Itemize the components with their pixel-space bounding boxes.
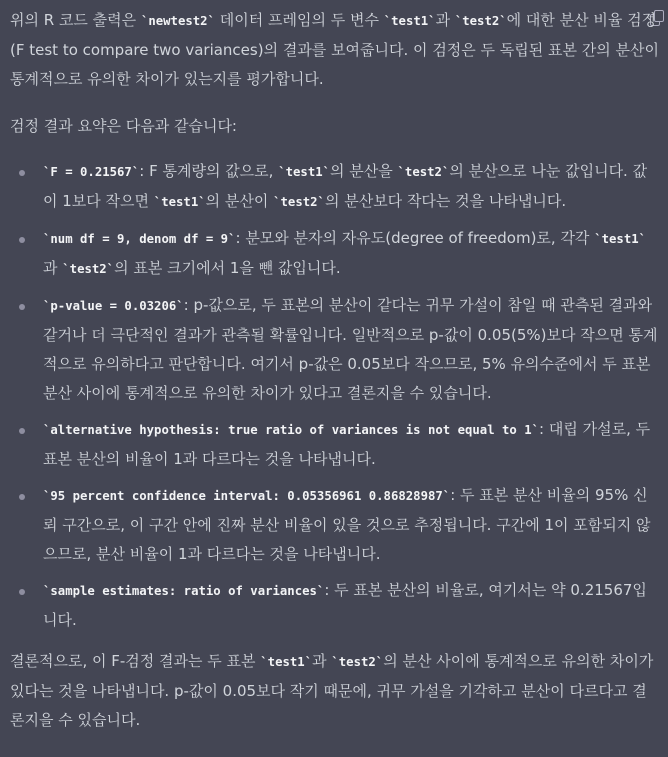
text: : 두 표본 분산의 비율로, 여기서는 약 0.21567입니다.	[43, 581, 647, 629]
inline-code: `95 percent confidence interval: 0.05356961 0.86828987`	[43, 489, 451, 503]
inline-code: `p-value = 0.03206`	[43, 299, 184, 313]
conclusion-paragraph	[10, 647, 660, 735]
inline-code: `test2`	[331, 655, 384, 669]
inline-code: `test2`	[397, 165, 450, 179]
inline-code: `test1`	[153, 195, 206, 209]
text: : 분모와 분자의 자유도(degree of freedom)로, 각각	[235, 229, 595, 247]
list-item	[10, 157, 660, 217]
text: 위의 R 코드 출력은	[10, 11, 141, 29]
text: 의 분산을	[330, 162, 398, 180]
text: : p-값으로, 두 표본의 분산이 같다는 귀무 가설이 참일 때 관측된 결과와 같거나 더 극단적인 결과가 관측될 확률입니다. 일반적으로 p-값이 0.05(5%)보다 작으면 통계적으로 유의하다고 판단합니다. 여기서 p-값은 0.05보다 작으므로, 5% 유의수준에서 두 표본 분산 사이에 통계적으로 유의한 차이가 있다고 결론지을 수 있습니다.	[43, 296, 658, 402]
inline-code: `test1`	[260, 655, 313, 669]
text: : 두 표본 분산 비율의 95% 신뢰 구간으로, 이 구간 안에 진짜 분산 비율이 있을 것으로 추정됩니다. 구간에 1이 포함되지 않으므로, 분산 비율이 1과 다르다는 것을 나타냅니다.	[43, 486, 651, 563]
text: 결론적으로, 이 F-검정 결과는 두 표본	[10, 652, 261, 670]
list-item	[10, 224, 660, 284]
list-item	[10, 481, 660, 569]
inline-code: `test2`	[273, 195, 325, 209]
list-item	[10, 291, 660, 408]
text: : F 통계량의 값으로,	[139, 162, 279, 180]
list-item	[10, 576, 660, 635]
inline-code: `test2`	[454, 14, 507, 28]
text: 의 분산 사이에 통계적으로 유의한 차이가 있다는 것을 나타냅니다. p-값이 0.05보다 작기 때문에, 귀무 가설을 기각하고 분산이 다르다고 결론지을 수 있습니다.	[10, 652, 654, 729]
list-item	[10, 415, 660, 474]
inline-code: `F = 0.21567`	[43, 165, 140, 179]
text: 과	[43, 259, 63, 277]
text: 과	[312, 652, 332, 670]
inline-code: `test1`	[278, 165, 331, 179]
result-list	[10, 157, 660, 635]
summary-heading: 검정 결과 요약은 다음과 같습니다:	[10, 117, 237, 135]
inline-code: `alternative hypothesis: true ratio of variances is not equal to 1`	[43, 423, 540, 437]
inline-code: `test1`	[383, 14, 436, 28]
inline-code: `newtest2`	[140, 14, 215, 28]
text: 의 표본 크기에서 1을 뺀 값입니다.	[114, 259, 341, 277]
assistant-message	[10, 6, 660, 735]
inline-code: `num df = 9, denom df = 9`	[43, 232, 236, 246]
text: 의 분산이	[205, 192, 274, 210]
text: 의 분산으로 나눈 값입니다. 값이 1보다 작으면	[43, 162, 648, 210]
inline-code: `sample estimates: ratio of variances`	[43, 584, 325, 598]
intro-paragraph	[10, 6, 660, 94]
inline-code: `test1`	[594, 232, 647, 246]
text: : 대립 가설로, 두 표본 분산의 비율이 1과 다르다는 것을 나타냅니다.	[43, 420, 651, 468]
text: 의 분산보다 작다는 것을 나타냅니다.	[324, 192, 567, 210]
text: 데이터 프레임의 두 변수	[214, 11, 384, 29]
text: 에 대한 분산 비율 검정(F test to compare two variances)의 결과를 보여줍니다. 이 검정은 두 독립된 표본 간의 분산이 통계적으로 유의한 차이가 있는지를 평가합니다.	[10, 11, 660, 88]
inline-code: `test2`	[62, 262, 115, 276]
text: 과	[435, 11, 455, 29]
